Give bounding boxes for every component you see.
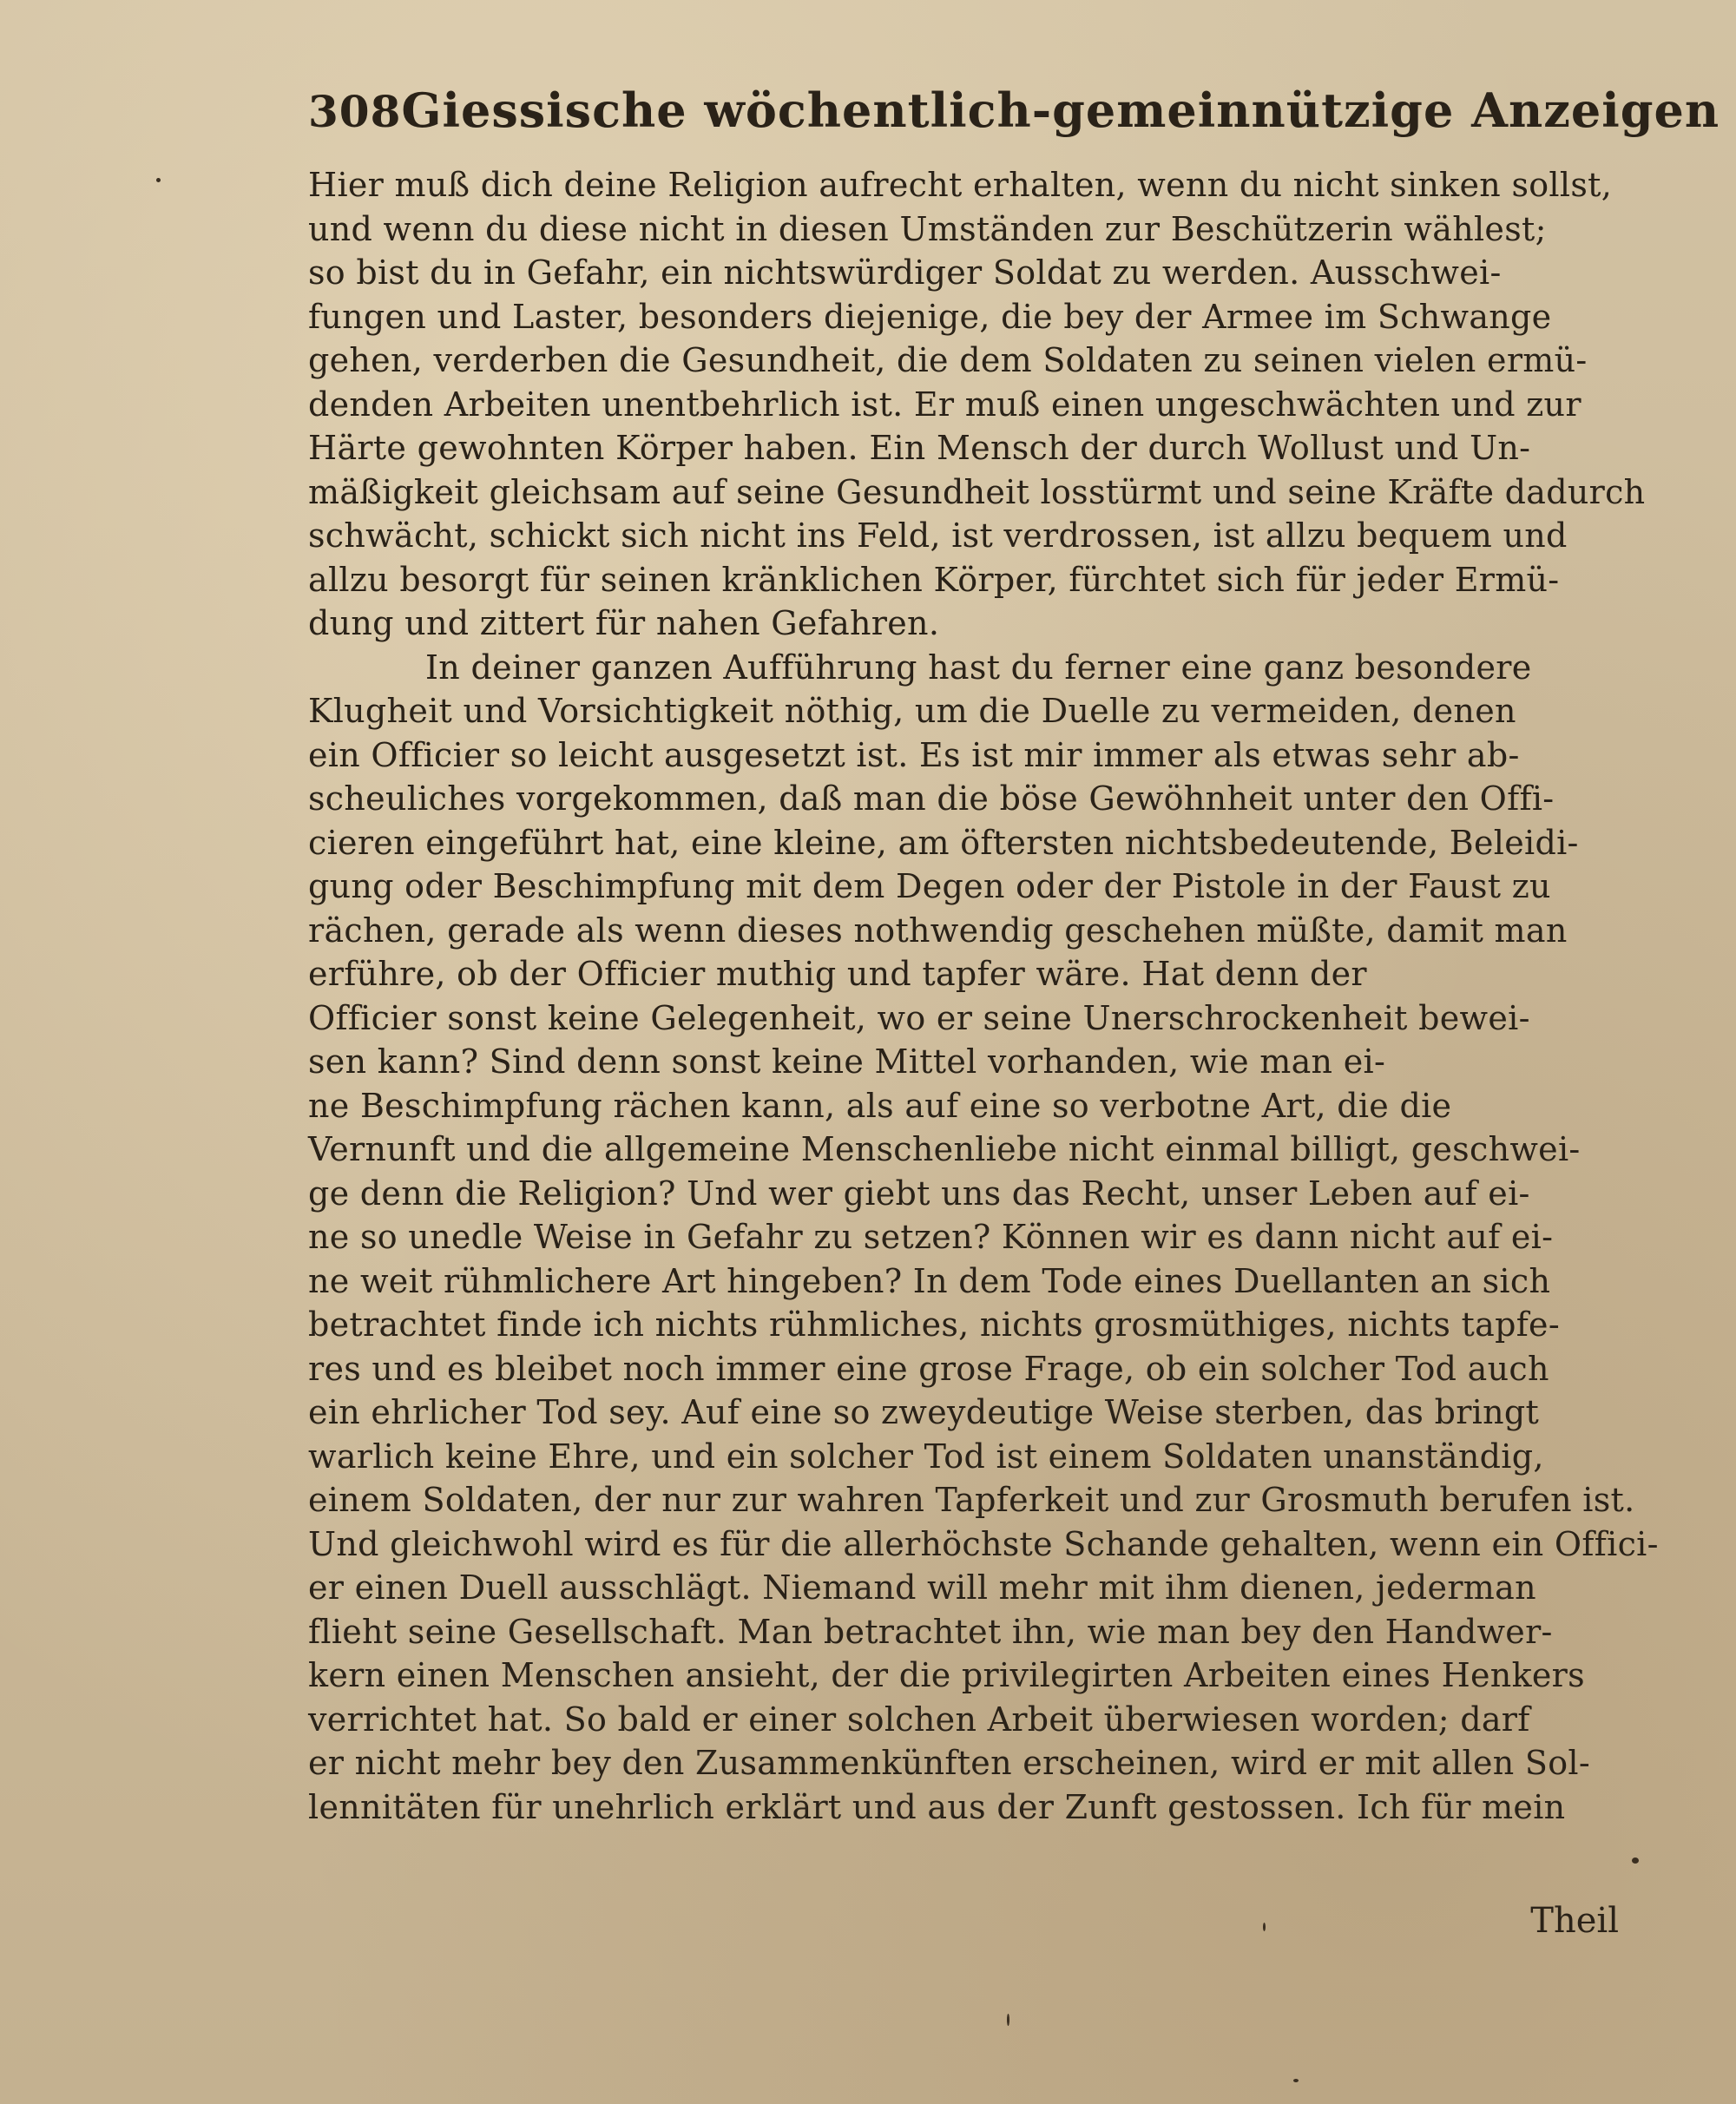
text-line: scheuliches vorgekommen, daß man die böse Gewöhnheit unter den Offi-	[308, 779, 1555, 818]
text-line: verrichtet hat. So bald er einer solchen Arbeit überwiesen worden; darf	[308, 1700, 1530, 1739]
text-line: Klugheit und Vorsichtigkeit nöthig, um die Duelle zu vermeiden, denen	[308, 692, 1516, 730]
text-line: flieht seine Gesellschaft. Man betrachtet ihn, wie man bey den Handwer-	[308, 1612, 1553, 1651]
speck	[1007, 2014, 1009, 2026]
text-line: cieren eingeführt hat, eine kleine, am öftersten nichtsbedeutende, Beleidi-	[308, 823, 1579, 862]
speck	[156, 178, 161, 182]
running-title: Giessische wöchentlich-gemeinnützige Anzeigen	[401, 82, 1720, 138]
text-line: ge denn die Religion? Und wer giebt uns das Recht, unser Leben auf ei-	[308, 1174, 1530, 1213]
text-line: einem Soldaten, der nur zur wahren Tapferkeit und zur Grosmuth berufen ist.	[308, 1481, 1635, 1519]
text-line: fungen und Laster, besonders diejenige, die bey der Armee im Schwange	[308, 297, 1552, 336]
text-line: Härte gewohnten Körper haben. Ein Mensch der durch Wollust und Un-	[308, 429, 1531, 467]
speck	[1293, 2079, 1299, 2082]
body-text	[308, 163, 1659, 1829]
text-line: er einen Duell ausschlägt. Niemand will mehr mit ihm dienen, jederman	[308, 1568, 1536, 1607]
text-line: er nicht mehr bey den Zusammenkünften erscheinen, wird er mit allen Sol-	[308, 1744, 1591, 1782]
text-line: warlich keine Ehre, und ein solcher Tod ist einem Soldaten unanständig,	[308, 1437, 1544, 1476]
text-line: ein Officier so leicht ausgesetzt ist. Es ist mir immer als etwas sehr ab-	[308, 735, 1520, 774]
text-line: gung oder Beschimpfung mit dem Degen oder der Pistole in der Faust zu	[308, 867, 1551, 905]
text-line: kern einen Menschen ansieht, der die privilegirten Arbeiten eines Henkers	[308, 1656, 1585, 1694]
text-line: ein ehrlicher Tod sey. Auf eine so zweydeutige Weise sterben, das bringt	[308, 1393, 1540, 1431]
text-line: so bist du in Gefahr, ein nichtswürdiger Soldat zu werden. Ausschwei-	[308, 253, 1502, 292]
text-line: allzu besorgt für seinen kränklichen Körper, fürchtet sich für jeder Ermü-	[308, 560, 1560, 599]
text-line: sen kann? Sind denn sonst keine Mittel vorhanden, wie man ei-	[308, 1042, 1386, 1081]
page-number: 308	[308, 86, 402, 137]
text-line: ne so unedle Weise in Gefahr zu setzen? Können wir es dann nicht auf ei-	[308, 1218, 1554, 1256]
text-line: Vernunft und die allgemeine Menschenliebe nicht einmal billigt, geschwei-	[308, 1130, 1581, 1168]
text-line: ne weit rühmlichere Art hingeben? In dem Tode eines Duellanten an sich	[308, 1261, 1551, 1300]
catchword: Theil	[1530, 1901, 1619, 1941]
text-line: res und es bleibet noch immer eine grose Frage, ob ein solcher Tod auch	[308, 1349, 1549, 1388]
text-line: schwächt, schickt sich nicht ins Feld, ist verdrossen, ist allzu bequem und	[308, 516, 1568, 555]
text-line: Officier sonst keine Gelegenheit, wo er seine Unerschrockenheit bewei-	[308, 998, 1530, 1037]
text-line: gehen, verderben die Gesundheit, die dem Soldaten zu seinen vielen ermü-	[308, 341, 1588, 379]
text-line: lennitäten für unehrlich erklärt und aus der Zunft gestossen. Ich für mein	[308, 1787, 1566, 1826]
paragraph-start-line: In deiner ganzen Aufführung hast du ferner eine ganz besondere	[425, 648, 1532, 687]
text-line: ne Beschimpfung rächen kann, als auf eine so verbotne Art, die die	[308, 1086, 1452, 1125]
text-line: dung und zittert für nahen Gefahren.	[308, 604, 940, 642]
text-line: und wenn du diese nicht in diesen Umständen zur Beschützerin wählest;	[308, 209, 1547, 248]
text-line: Und gleichwohl wird es für die allerhöchste Schande gehalten, wenn ein Offici-	[308, 1524, 1659, 1563]
page-header	[308, 82, 1720, 143]
text-line: betrachtet finde ich nichts rühmliches, nichts grosmüthiges, nichts tapfe-	[308, 1305, 1560, 1344]
text-line: erführe, ob der Officier muthig und tapfer wäre. Hat denn der	[308, 955, 1367, 993]
text-line: mäßigkeit gleichsam auf seine Gesundheit losstürmt und seine Kräfte dadurch	[308, 472, 1646, 511]
text-line: Hier muß dich deine Religion aufrecht erhalten, wenn du nicht sinken sollst,	[308, 166, 1613, 204]
speck	[1263, 1923, 1266, 1931]
text-line: denden Arbeiten unentbehrlich ist. Er muß einen ungeschwächten und zur	[308, 385, 1581, 424]
text-line: rächen, gerade als wenn dieses nothwendig geschehen müßte, damit man	[308, 911, 1568, 950]
speck	[1632, 1857, 1639, 1864]
